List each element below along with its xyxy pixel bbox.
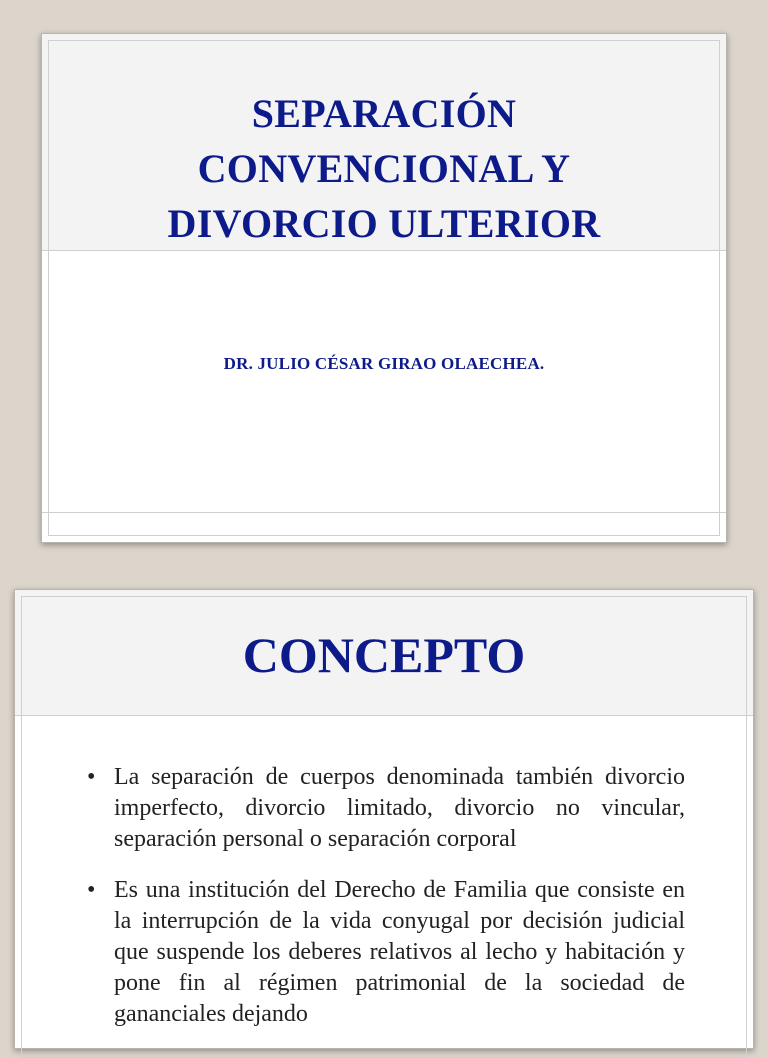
author-name: DR. JULIO CÉSAR GIRAO OLAECHEA. bbox=[223, 354, 545, 373]
bullet-text: Es una institución del Derecho de Familia que consiste en la interrupción de la vida conyugal por decisión judicial que suspende los deberes relativos al lecho y habitación y pone fin al régimen patrimonial de la sociedad de gananciales dejando bbox=[114, 877, 685, 1027]
slide-title bbox=[42, 86, 726, 251]
title-line: DIVORCIO ULTERIOR bbox=[167, 201, 601, 246]
title-line: CONVENCIONAL Y bbox=[197, 146, 571, 191]
divider-line bbox=[15, 715, 753, 716]
title-slide bbox=[41, 33, 727, 543]
slide-title: CONCEPTO bbox=[242, 627, 526, 683]
list-item bbox=[87, 875, 685, 1030]
bullet-icon: • bbox=[87, 877, 96, 903]
title-line: SEPARACIÓN bbox=[251, 91, 517, 136]
concept-slide bbox=[14, 589, 754, 1049]
bullet-icon: • bbox=[87, 764, 96, 790]
list-item bbox=[87, 762, 685, 855]
bullet-list bbox=[87, 762, 685, 1050]
bullet-text: La separación de cuerpos denominada también divorcio imperfecto, divorcio limitado, divorcio no vincular, separación personal o separación corporal bbox=[114, 764, 685, 852]
divider-line bbox=[42, 512, 726, 513]
